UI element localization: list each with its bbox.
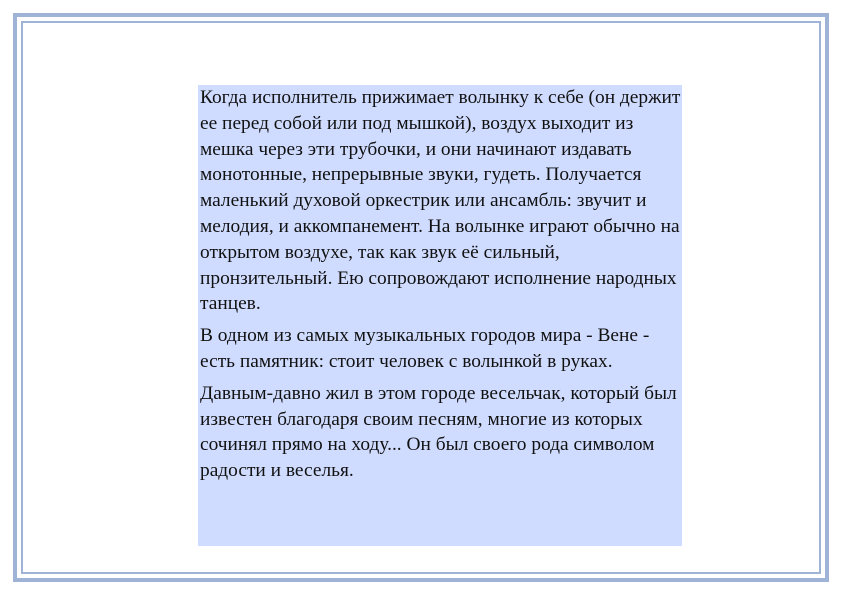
paragraph-merry-man: Давным-давно жил в этом городе весельчак, который был известен благодаря своим песням, многие из которых сочинял прямо на ходу... Он был своего рода символом радости и веселья. bbox=[200, 382, 677, 482]
text-box bbox=[198, 85, 682, 546]
paragraph-bagpipe-sound: Когда исполнитель прижимает волынку к себе (он держит ее перед собой или под мышкой), воздух выходит из мешка через эти трубочки, и они начинают издавать монотонные, непрерывные звуки, гудеть. Получается маленький духовой оркестрик или ансамбль: звучит и мелодия, и аккомпанемент. На волынке играют обычно на открытом воздухе, так как звук её сильный, пронзительный. Ею сопровождают исполнение народных танцев. bbox=[200, 87, 681, 315]
paragraph-vienna-monument: В одном из самых музыкальных городов мира - Вене - есть памятник: стоит человек с волынкой в руках. bbox=[200, 325, 650, 372]
